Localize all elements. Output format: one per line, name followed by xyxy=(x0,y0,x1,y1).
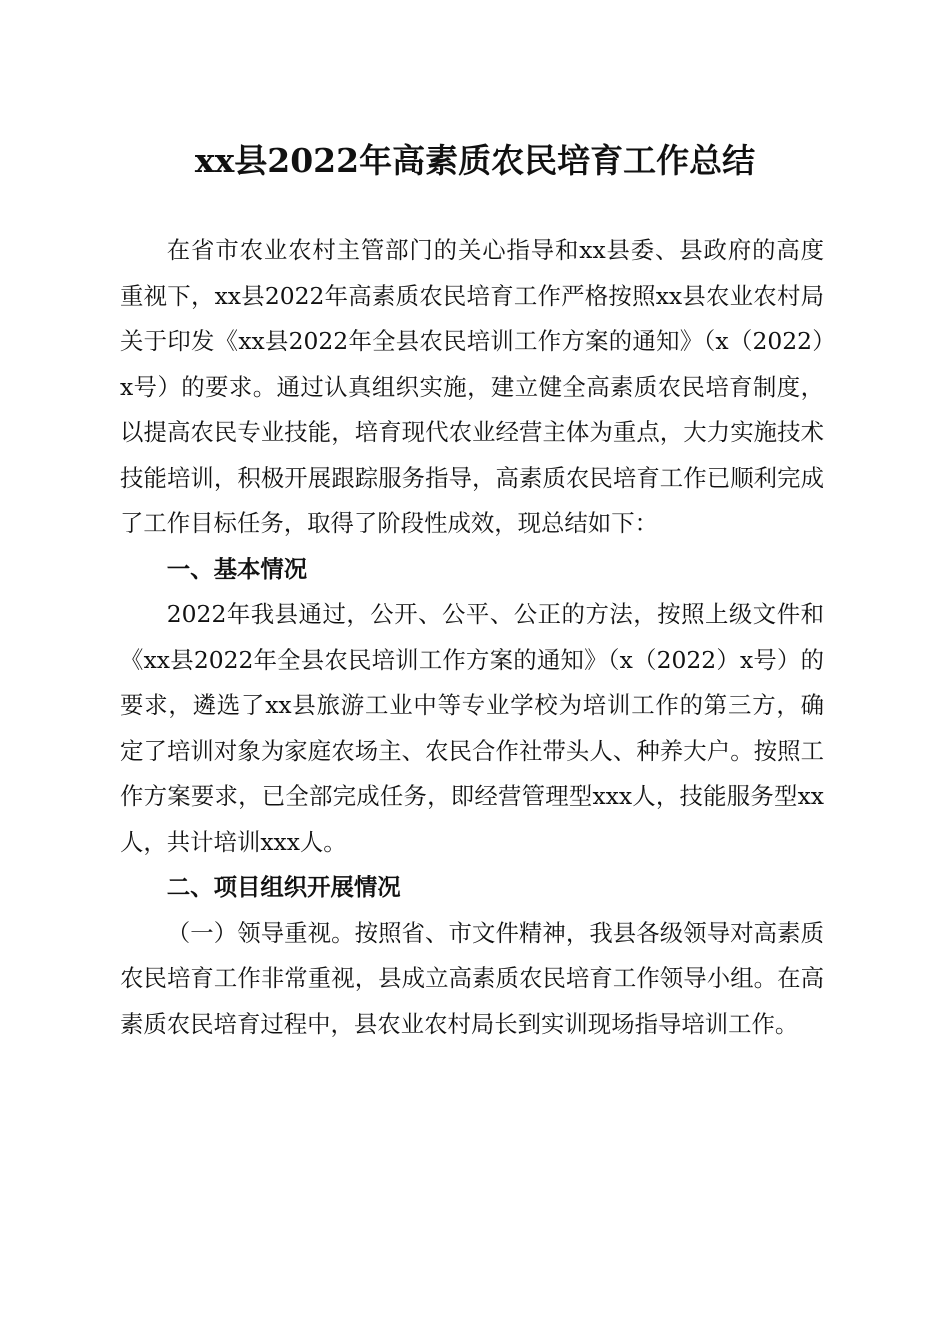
section-paragraph-basic-situation: 2022年我县通过，公开、公平、公正的方法，按照上级文件和《xx县2022年全县农民培训工作方案的通知》（x（2022）x号）的要求，遴选了xx县旅游工业中等专业学校为培训工作的第三方，确定了培训对象为家庭农场主、农民合作社带头人、种养大户。按照工作方案要求，已全部完成任务，即经营管理型xxx人，技能服务型xx人，共计培训xxx人。 xyxy=(120,600,824,856)
section-heading-project-organization: 二、项目组织开展情况 xyxy=(166,873,401,901)
document-title: xx县2022年高素质农民培育工作总结 xyxy=(194,141,756,180)
section-heading-basic-situation: 一、基本情况 xyxy=(166,554,308,583)
section-paragraph-leadership: （一）领导重视。按照省、市文件精神，我县各级领导对高素质农民培育工作非常重视，县成立高素质农民培育工作领导小组。在高素质农民培育过程中，县农业农村局长到实训现场指导培训工作。 xyxy=(120,918,824,1038)
intro-paragraph: 在省市农业农村主管部门的关心指导和xx县委、县政府的高度重视下，xx县2022年高素质农民培育工作严格按照xx县农业农村局关于印发《xx县2022年全县农民培训工作方案的通知》（x（2022）x号）的要求。通过认真组织实施，建立健全高素质农民培育制度，以提高农民专业技能，培育现代农业经营主体为重点，大力实施技术技能培训，积极开展跟踪服务指导，高素质农民培育工作已顺利完成了工作目标任务，取得了阶段性成效，现总结如下： xyxy=(120,236,824,537)
document-body xyxy=(120,228,824,1047)
